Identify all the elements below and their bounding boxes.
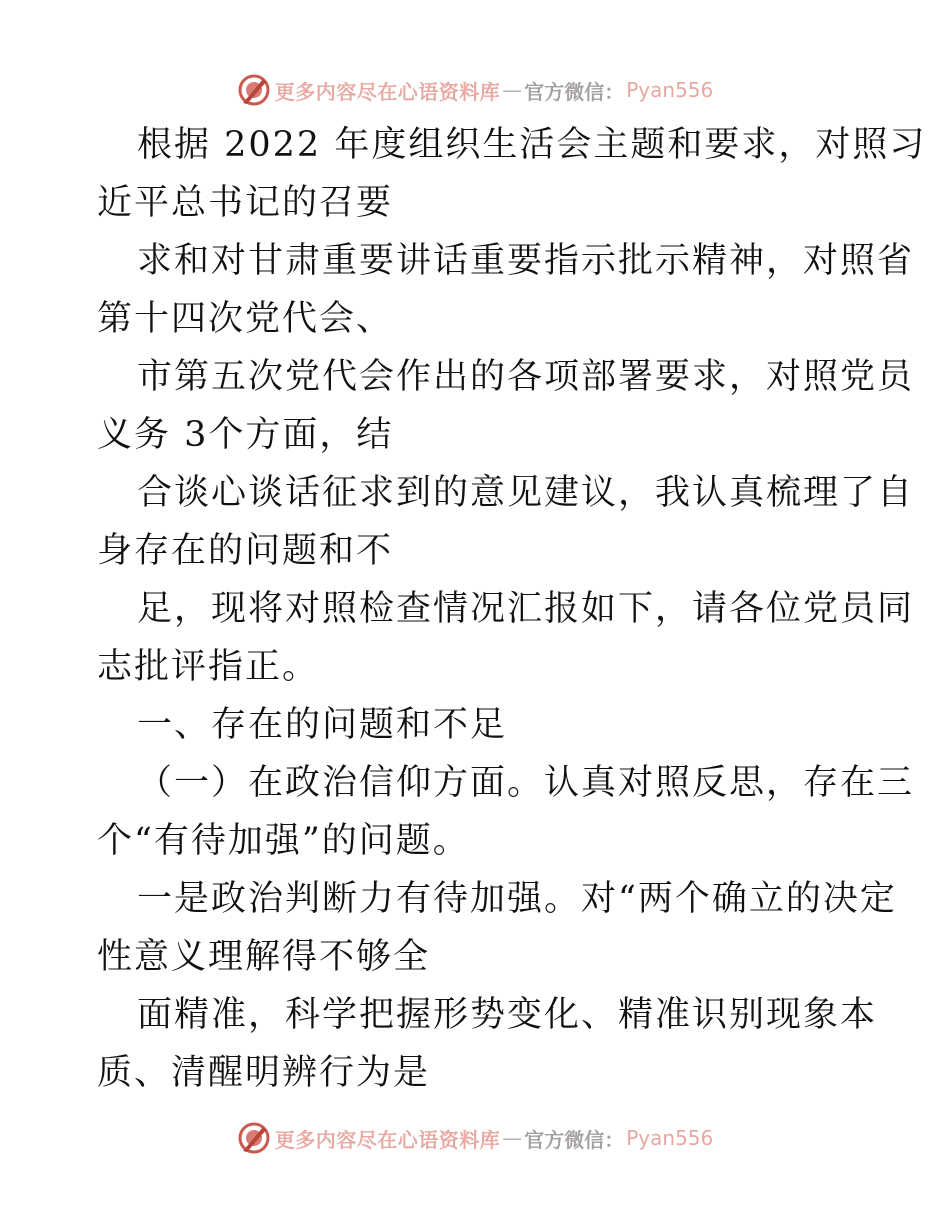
section-heading	[97, 696, 857, 754]
paragraph-line: 求和对甘肃重要讲话重要指示批示精神，对照省	[137, 241, 915, 281]
header-wechat-id: Pyan556	[626, 78, 714, 102]
header-dash: —	[502, 78, 523, 102]
paragraph-line: 市第五次党代会作出的各项部署要求，对照党员	[137, 357, 915, 397]
paragraph-line: 义务 3个方面，结	[97, 415, 394, 455]
footer-official-label: 官方微信：	[524, 1127, 625, 1152]
footer-dash: —	[502, 1126, 523, 1150]
header-official-label: 官方微信：	[524, 79, 625, 104]
quill-seal-icon	[237, 1121, 271, 1155]
header-banner	[0, 70, 950, 110]
section-heading-text: 一、存在的问题和不足	[137, 705, 508, 745]
paragraph-line: 志批评指正。	[97, 647, 320, 687]
paragraph	[97, 348, 915, 464]
footer-brand-text: 更多内容尽在心语资料库	[274, 1127, 501, 1152]
paragraph-line: 足，现将对照检查情况汇报如下，请各位党员同	[137, 589, 915, 629]
paragraph	[97, 116, 927, 232]
header-brand-text: 更多内容尽在心语资料库	[274, 79, 501, 104]
paragraph-line: 一是政治判断力有待加强。对“两个确立的决定	[137, 879, 897, 919]
paragraph	[97, 986, 878, 1102]
paragraph	[97, 464, 915, 580]
footer-banner	[0, 1118, 950, 1158]
paragraph	[97, 232, 915, 348]
paragraph-line: 近平总书记的召要	[97, 183, 394, 223]
paragraph	[97, 580, 915, 696]
paragraph-line: 性意义理解得不够全	[97, 937, 431, 977]
quill-seal-icon	[237, 73, 271, 107]
paragraph-line: （一）在政治信仰方面。认真对照反思，存在三	[137, 763, 915, 803]
paragraph-line: 个“有待加强”的问题。	[97, 821, 470, 861]
paragraph	[97, 754, 915, 870]
footer-wechat-id: Pyan556	[626, 1126, 714, 1150]
paragraph-line: 合谈心谈话征求到的意见建议，我认真梳理了自	[137, 473, 915, 513]
paragraph	[97, 870, 897, 986]
paragraph-line: 第十四次党代会、	[97, 299, 394, 339]
paragraph-line: 身存在的问题和不	[97, 531, 394, 571]
paragraph-line: 质、清醒明辨行为是	[97, 1053, 431, 1093]
paragraph-line: 根据 2022 年度组织生活会主题和要求，对照习	[137, 125, 927, 165]
paragraph-line: 面精准，科学把握形势变化、精准识别现象本	[137, 995, 878, 1035]
document-body	[97, 116, 927, 1102]
